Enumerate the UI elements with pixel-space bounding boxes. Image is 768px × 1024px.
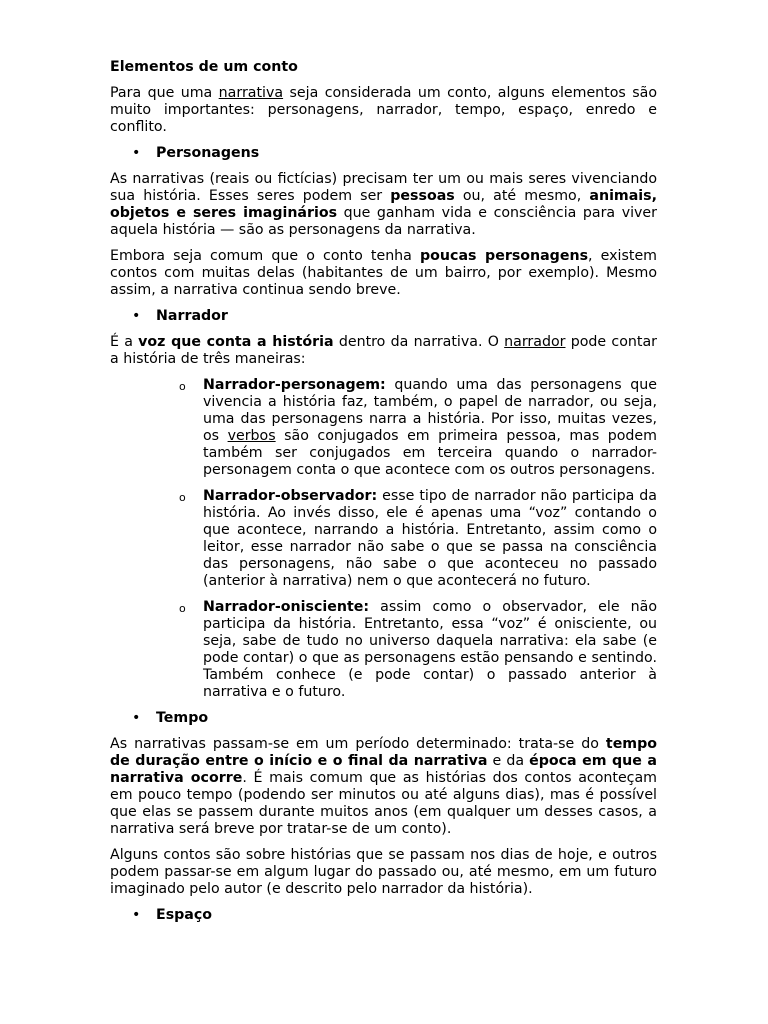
section-heading-personagens: • Personagens	[132, 145, 260, 161]
narrativa-link[interactable]: narrativa	[218, 85, 284, 101]
narrador-link[interactable]: narrador	[504, 334, 566, 350]
section-heading-tempo: • Tempo	[132, 710, 209, 726]
personagens-paragraph-2: Embora seja comum que o conto tenha poucas personagens, existem contos com muitas delas (habitantes de um bairro, por exemplo). Mesmo assim, a narrativa continua sendo breve.	[110, 248, 657, 298]
intro-paragraph: Para que uma narrativa seja considerada um conto, alguns elementos são muito importantes: personagens, narrador, tempo, espaço, enredo e conflito.	[110, 85, 657, 135]
narrador-type-item: o Narrador-onisciente: assim como o observador, ele não participa da história. Entretanto, essa “voz” é onisciente, ou seja, sabe de tudo no universo daquela narrativa: ela sabe (e pode contar) o que as personagens estão pensando e sentindo. Também conhece (e pode contar) o passado anterior à narrativa e o futuro.	[179, 599, 657, 700]
verbos-link[interactable]: verbos	[227, 428, 276, 444]
section-heading-narrador: • Narrador	[132, 308, 228, 324]
narrador-type-item: o Narrador-observador: esse tipo de narrador não participa da história. Ao invés disso, ele é apenas uma “voz” contando o que acontece, narrando a história. Entretanto, assim como o leitor, esse narrador não sabe o que se passa na consciência das personagens, não sabe o que aconteceu no passado (anterior à narrativa) nem o que acontecerá no futuro.	[179, 488, 657, 589]
bullet-icon: •	[132, 308, 141, 324]
bullet-icon: •	[132, 710, 141, 726]
circle-bullet-icon: o	[179, 491, 186, 504]
tempo-paragraph-2: Alguns contos são sobre histórias que se passam nos dias de hoje, e outros podem passar-se em algum lugar do passado ou, até mesmo, em um futuro imaginado pelo autor (e descrito pelo narrador da história).	[110, 847, 657, 897]
bullet-icon: •	[132, 145, 141, 161]
circle-bullet-icon: o	[179, 380, 186, 393]
narrador-type-item: o Narrador-personagem: quando uma das personagens que vivencia a história faz, também, o papel de narrador, ou seja, uma das personagens narra a história. Por isso, muitas vezes, os verbos são conjugados em primeira pessoa, mas podem também ser conjugados em terceira quando o narrador-personagem conta o que acontece com os outros personagens.	[179, 377, 657, 478]
document-title: Elementos de um conto	[110, 59, 298, 75]
narrador-paragraph: É a voz que conta a história dentro da narrativa. O narrador pode contar a história de três maneiras:	[110, 334, 657, 367]
personagens-paragraph-1: As narrativas (reais ou fictícias) precisam ter um ou mais seres vivenciando sua história. Esses seres podem ser pessoas ou, até mesmo, animais, objetos e seres imaginários que ganham vida e consciência para viver aquela história — são as personagens da narrativa.	[110, 171, 657, 238]
section-heading-espaco: • Espaço	[132, 907, 213, 923]
bullet-icon: •	[132, 907, 141, 923]
circle-bullet-icon: o	[179, 602, 186, 615]
tempo-paragraph-1: As narrativas passam-se em um período determinado: trata-se do tempo de duração entre o início e o final da narrativa e da época em que a narrativa ocorre. É mais comum que as histórias dos contos aconteçam em pouco tempo (podendo ser minutos ou até alguns dias), mas é possível que elas se passem durante muitos anos (em qualquer um desses casos, a narrativa será breve por tratar-se de um conto).	[110, 736, 657, 837]
document-body	[110, 59, 657, 933]
